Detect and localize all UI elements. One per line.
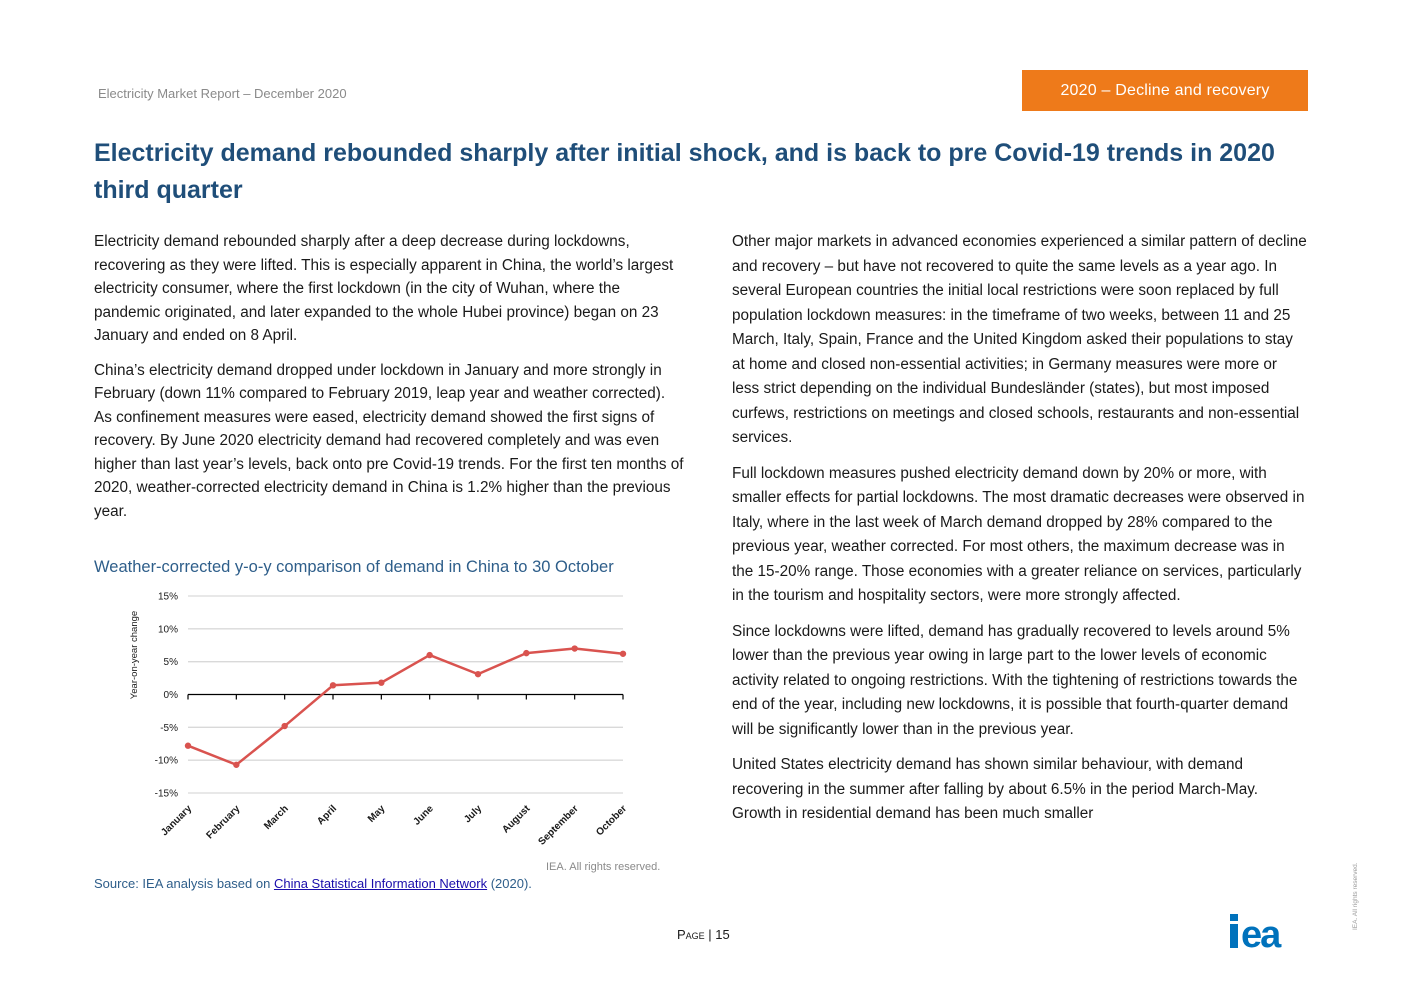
page-title: Electricity demand rebounded sharply after initial shock, and is back to pre Covid-19 trends in 2020 third quarter <box>94 139 1275 204</box>
source-prefix: Source: IEA analysis based on <box>94 876 274 891</box>
section-tab <box>1022 70 1308 111</box>
chart-data-point <box>620 651 626 657</box>
chart-data-point <box>330 682 336 688</box>
chart-x-tick-label: October <box>594 803 630 839</box>
chart-data-point <box>426 652 432 658</box>
source-suffix: (2020). <box>487 876 532 891</box>
line-chart-svg <box>94 585 694 865</box>
right-paragraph-4: United States electricity demand has shown similar behaviour, with demand recovering in the summer after falling by about 6.5% in the period March-May. Growth in residential demand has been much smaller <box>732 756 1259 822</box>
page-number-value: 15 <box>715 927 730 942</box>
chart-y-tick-label: 0% <box>163 690 178 701</box>
chart-x-tick-label: August <box>500 803 533 836</box>
chart-data-point <box>281 723 287 729</box>
chart-y-tick-label: 5% <box>163 657 178 669</box>
chart-x-tick-label: May <box>365 803 388 825</box>
chart-y-tick-label: 10% <box>157 624 178 636</box>
chart-title: Weather-corrected y-o-y comparison of demand in China to 30 October <box>94 558 614 576</box>
report-name: Electricity Market Report – December 2020 <box>98 86 347 101</box>
left-column <box>94 230 684 534</box>
chart-x-tick-label: June <box>411 803 436 828</box>
chart-data-point <box>185 743 191 749</box>
iea-logo-text: ea <box>1241 914 1280 950</box>
page-number <box>677 927 730 942</box>
chart-y-tick-label: 15% <box>157 591 178 603</box>
chart-data-point <box>475 671 481 677</box>
right-paragraph-3: Since lockdowns were lifted, demand has gradually recovered to levels around 5% lower than the previous year owing in large part to the lower levels of economic activity related to ongoing restrictions. With the tightening of restrictions towards the end of the year, including new lockdowns, it is possible that fourth-quarter demand will be significantly lower than in the previous year. <box>732 622 1298 738</box>
chart-data-point <box>378 679 384 685</box>
page-separator: | <box>704 927 716 942</box>
left-paragraph-1: Electricity demand rebounded sharply after a deep decrease during lockdowns, recovering as they were lifted. This is especially apparent in China, the world’s largest electricity consumer, where the first lockdown (in the city of Wuhan, where the pandemic originated, and later expanded to the whole Hubei province) began on 23 January and ended on 8 April. <box>94 233 674 344</box>
chart-y-tick-label: -10% <box>154 755 178 767</box>
page-label: Page <box>677 927 705 942</box>
chart-y-tick-label: -5% <box>160 722 178 734</box>
iea-logo-icon <box>1229 912 1309 950</box>
chart-series <box>185 645 626 768</box>
section-tab-label: 2020 – Decline and recovery <box>1060 81 1270 99</box>
chart-data-point <box>233 762 239 768</box>
chart-x-tick-label: September <box>536 803 581 848</box>
chart-y-ticks <box>155 592 178 800</box>
chart-x-tick-label: January <box>159 803 195 839</box>
chart-x-tick-label: April <box>315 803 340 828</box>
source-link[interactable]: China Statistical Information Network <box>273 876 488 891</box>
chart-data-point <box>523 650 529 656</box>
chart-rights-note: IEA. All rights reserved. <box>546 861 661 873</box>
chart-x-ticks <box>159 695 629 848</box>
right-paragraph-2: Full lockdown measures pushed electricity demand down by 20% or more, with smaller effects for partial lockdowns. The most dramatic decreases were observed in Italy, where in the last week of March demand dropped by 28% compared to the previous year, weather corrected. For most others, the maximum decrease was in the 15-20% range. Those economies with a greater reliance on services, particularly in the tourism and hospitality sectors, were more strongly affected. <box>732 464 1305 604</box>
left-paragraph-2: China’s electricity demand dropped under lockdown in January and more strongly in February (down 11% compared to February 2019, leap year and weather corrected). As confinement measures were eased, electricity demand showed the first signs of recovery. By June 2020 electricity demand had recovered completely and was even higher than last year’s levels, back onto pre Covid-19 trends. For the first ten months of 2020, weather-corrected electricity demand in China is 1.2% higher than the previous year. <box>94 361 684 520</box>
source-line <box>94 876 532 891</box>
chart-y-axis-label: Year-on-year change <box>129 610 140 700</box>
chart-data-point <box>571 645 577 651</box>
chart-series-line <box>188 649 623 765</box>
right-paragraph-1: Other major markets in advanced economies experienced a similar pattern of decline and recovery – but have not recovered to quite the same levels as a year ago. In several European countries the initial local restrictions were soon replaced by full population lockdown measures: in the timeframe of two weeks, between 11 and 25 March, Italy, Spain, France and the United Kingdom asked their populations to stay at home and closed non-essential activities; in Germany measures were more or less strict depending on the individual Bundesländer (states), but most imposed curfews, restrictions on meetings and closed schools, restaurants and non-essential services. <box>732 233 1307 446</box>
chart-gridlines <box>188 596 623 793</box>
chart-x-tick-label: March <box>262 803 291 832</box>
line-chart <box>94 585 694 865</box>
side-rights-note: IEA. All rights reserved. <box>1352 862 1359 930</box>
chart-x-tick-label: February <box>204 803 243 842</box>
chart-y-tick-label: -15% <box>154 788 178 800</box>
iea-logo <box>1229 912 1309 950</box>
right-column <box>732 230 1307 838</box>
chart-x-tick-label: July <box>462 803 485 826</box>
